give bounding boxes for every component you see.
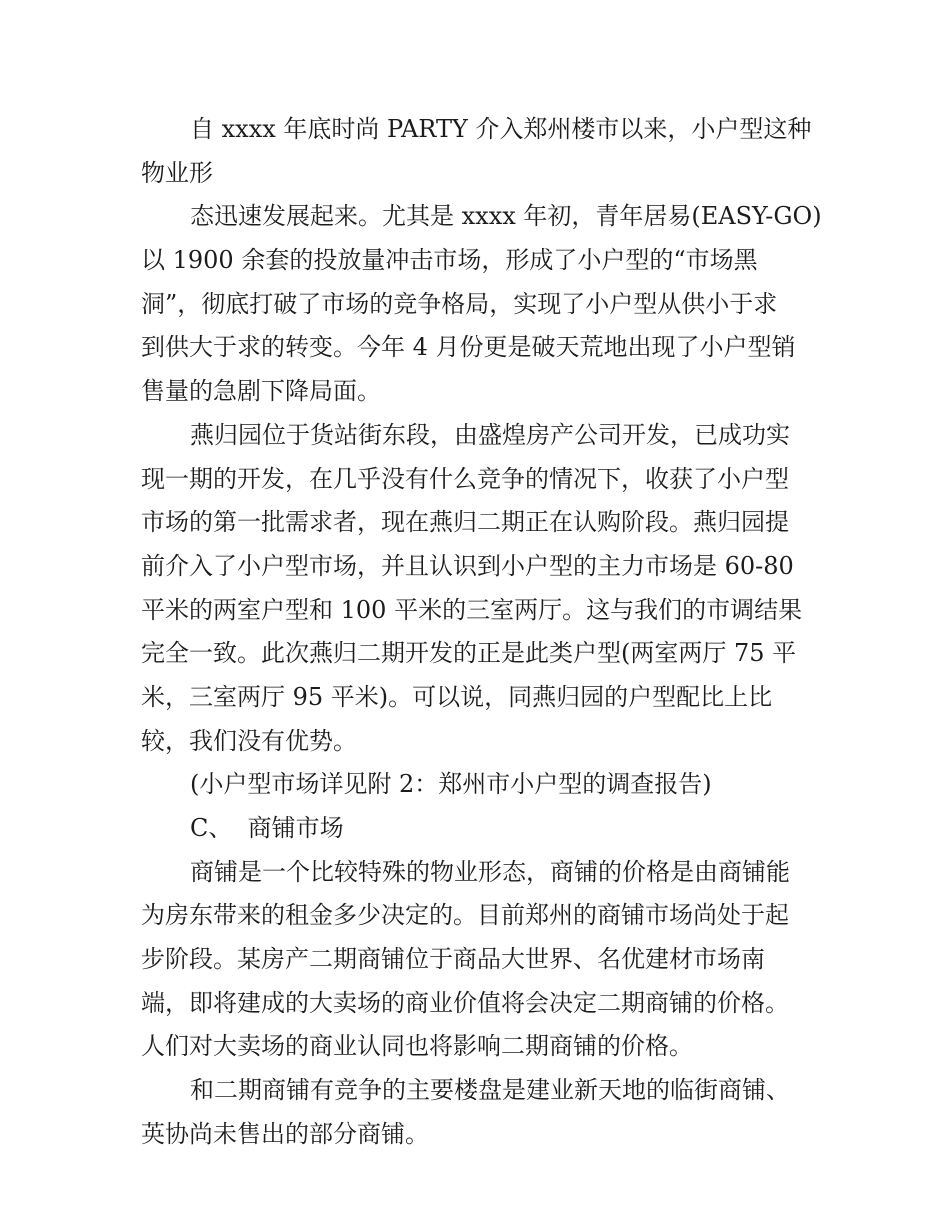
- text-line: 现一期的开发，在几乎没有什么竞争的情况下，收获了小户型: [141, 464, 789, 493]
- text-line: 市场的第一批需求者，现在燕归二期正在认购阶段。燕归园提: [141, 508, 789, 537]
- text-line: (小户型市场详见附 2：郑州市小户型的调查报告): [190, 770, 712, 799]
- text-line: 为房东带来的租金多少决定的。目前郑州的商铺市场尚处于起: [141, 901, 789, 930]
- text-line: 态迅速发展起来。尤其是 xxxx 年初，青年居易(EASY-GO): [190, 202, 822, 231]
- text-line: 较，我们没有优势。: [141, 726, 357, 755]
- text-line: 英协尚未售出的部分商铺。: [141, 1119, 429, 1148]
- text-line: 物业形: [141, 158, 213, 187]
- text-line: 自 xxxx 年底时尚 PARTY 介入郑州楼市以来，小户型这种: [190, 115, 812, 143]
- text-line: 洞”，彻底打破了市场的竞争格局，实现了小户型从供小于求: [141, 289, 778, 318]
- text-line: 前介入了小户型市场，并且认识到小户型的主力市场是 60-80: [141, 551, 794, 580]
- text-line: 售量的急剧下降局面。: [141, 377, 381, 406]
- section-heading: C、 商铺市场: [190, 814, 344, 842]
- text-line: 燕归园位于货站街东段，由盛煌房产公司开发，已成功实: [190, 420, 790, 449]
- text-line: 平米的两室户型和 100 平米的三室两厅。这与我们的市调结果: [141, 595, 803, 624]
- text-line: 步阶段。某房产二期商铺位于商品大世界、名优建材市场南: [141, 945, 765, 974]
- body-text: [141, 108, 822, 1157]
- text-line: 和二期商铺有竞争的主要楼盘是建业新天地的临街商铺、: [190, 1076, 790, 1105]
- text-line: 完全一致。此次燕归二期开发的正是此类户型(两室两厅 75 平: [141, 639, 797, 668]
- text-line: 商铺是一个比较特殊的物业形态，商铺的价格是由商铺能: [190, 857, 790, 886]
- text-line: 米，三室两厅 95 平米)。可以说，同燕归园的户型配比上比: [141, 682, 773, 711]
- text-line: 端，即将建成的大卖场的商业价值将会决定二期商铺的价格。: [141, 988, 789, 1017]
- text-line: 人们对大卖场的商业认同也将影响二期商铺的价格。: [141, 1032, 693, 1061]
- text-line: 以 1900 余套的投放量冲击市场，形成了小户型的“市场黑: [141, 246, 758, 275]
- text-line: 到供大于求的转变。今年 4 月份更是破天荒地出现了小户型销: [141, 333, 796, 362]
